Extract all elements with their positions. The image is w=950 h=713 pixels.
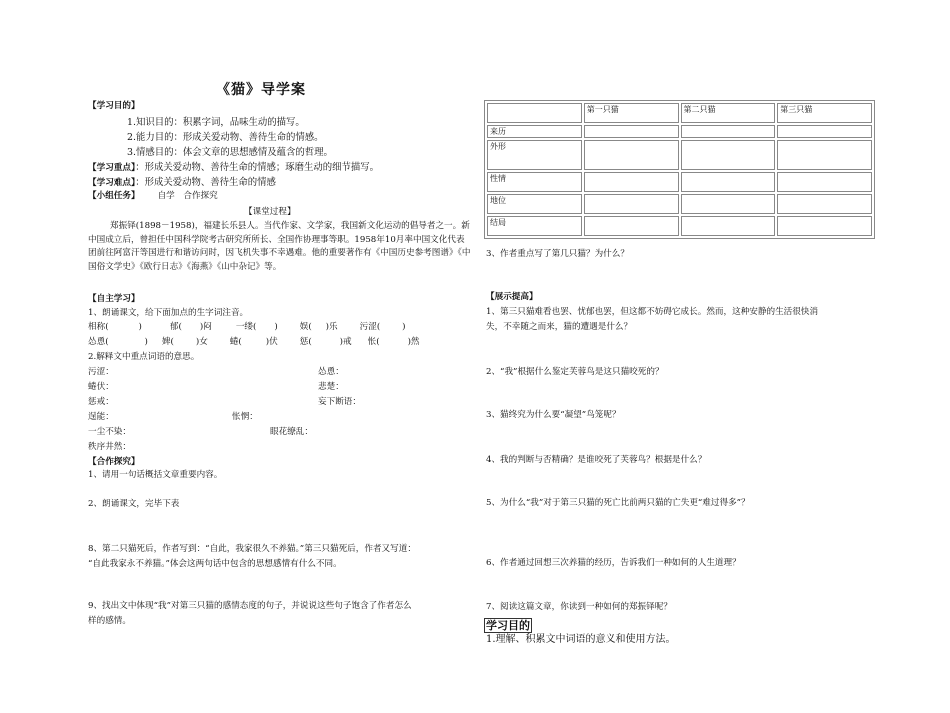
table-header-cell: 第一只猫 — [584, 103, 679, 123]
term: 眼花缭乱： — [270, 427, 313, 437]
table-row-label: 性情 — [487, 172, 582, 192]
table-cell[interactable] — [777, 172, 872, 192]
table-row — [487, 140, 872, 170]
table-cell[interactable] — [777, 140, 872, 170]
coop-q9-line2: 样的感情。 — [88, 616, 131, 626]
group-task — [88, 191, 218, 202]
table-row-label: 外形 — [487, 140, 582, 170]
table-cell[interactable] — [777, 194, 872, 214]
coop-q9-line1: 9、找出文中体现“我”对第三只猫的感情态度的句子，并说说这些句子饱含了作者怎么 — [88, 601, 412, 611]
table-cell[interactable] — [584, 216, 679, 236]
show-q5: 5、为什么“我”对于第三只猫的死亡比前两只猫的亡失更“难过得多”？ — [486, 498, 750, 508]
table-cell[interactable] — [584, 172, 679, 192]
term: 一尘不染： — [88, 427, 131, 437]
show-q6: 6、作者通过回想三次养猫的经历，告诉我们一种如何的人生道理？ — [486, 558, 741, 568]
table-cell[interactable] — [584, 194, 679, 214]
term: 怂恿： — [318, 367, 344, 377]
cat-comparison-table — [484, 100, 875, 239]
table-cell[interactable] — [777, 216, 872, 236]
term: 蜷伏： — [88, 382, 114, 392]
self-study-q2: 2.解释文中重点词语的意思。 — [88, 352, 200, 362]
coop-q8-line2: “自此我家永不养猫。”体会这两句话中包含的思想感情有什么不同。 — [88, 559, 342, 569]
footer-header: 学习目的 — [486, 619, 530, 632]
table-header-cell — [487, 103, 582, 123]
table-header-cell: 第三只猫 — [777, 103, 872, 123]
show-q2: 2、“我”根据什么鉴定芙蓉鸟是这只猫咬死的？ — [486, 367, 664, 377]
table-row-label: 结局 — [487, 216, 582, 236]
table-cell[interactable] — [584, 125, 679, 138]
difficulty — [88, 174, 276, 188]
table-row — [487, 125, 872, 138]
table-row-label: 来历 — [487, 125, 582, 138]
show-header: 【展示提高】 — [486, 292, 538, 302]
goal-item: 2.能力目的：形成关爱动物、善待生命的情感。 — [127, 132, 324, 143]
process-header: 【课堂过程】 — [244, 207, 296, 217]
show-q1-line2: 失，不幸随之而来，猫的遭遇是什么？ — [486, 322, 633, 332]
coop-q2: 2、朗诵课文，完毕下表 — [88, 499, 180, 509]
goals-header: 【学习目的】 — [88, 101, 140, 111]
table-row — [487, 172, 872, 192]
pinyin-row-1: 相称( ) 郁( )闷 一缕( ) 娱( )乐 污涩( ) — [88, 322, 406, 332]
group-task-text: 自学 合作探究 — [157, 191, 218, 201]
difficulty-text: ：形成关爱动物、善待生命的情感 — [135, 177, 276, 188]
term: 妄下断语： — [318, 397, 361, 407]
table-cell[interactable] — [681, 216, 776, 236]
show-q7: 7、阅读这篇文章，你读到一种如何的郑振铎呢？ — [486, 602, 672, 612]
key-point — [88, 159, 379, 173]
footer-text: 1.理解、积累文中词语的意义和使用方法。 — [486, 634, 676, 645]
goal-item: 3.情感目的：体会文章的思想感情及蕴含的哲理。 — [127, 147, 333, 158]
table-header-cell: 第二只猫 — [681, 103, 776, 123]
self-study-q1: 1、朗诵课文，给下面加点的生字词注音。 — [88, 308, 249, 318]
author-intro: 郑振铎(1898－1958)，福建长乐县人。当代作家、文学家，我国新文化运动的倡导者之一。新中国成立后，曾担任中国科学院考古研究所所长、全国作协理事等职。1958年10月率中国文化代表团前往阿富汗等国进行和谐访问时，因飞机失事不幸遇难。他的重要著作有《中国历史参考图谱》《中国俗文学史》《欧行日志》《海燕》《山中杂记》等。 — [88, 221, 471, 272]
term: 污涩： — [88, 367, 114, 377]
table-cell[interactable] — [681, 194, 776, 214]
coop-q8-line1: 8、第二只猫死后，作者写到：“自此，我家很久不养猫。”第三只猫死后，作者又写道： — [88, 544, 416, 554]
goal-item: 1.知识目的：积累字词，品味生动的描写。 — [127, 117, 305, 128]
group-task-header: 【小组任务】 — [88, 191, 140, 201]
show-q4: 4、我的判断与否精确？是谁咬死了芙蓉鸟？根据是什么？ — [486, 455, 707, 465]
table-cell[interactable] — [777, 125, 872, 138]
coop-header: 【合作探究】 — [88, 457, 140, 467]
table-row — [487, 194, 872, 214]
table-cell[interactable] — [681, 125, 776, 138]
table-cell[interactable] — [584, 140, 679, 170]
term: 逞能： — [88, 412, 114, 422]
show-q1-line1: 1、第三只猫难看也罢、忧郁也罢，但这都不妨碍它成长。然而，这种安静的生活很快消 — [486, 307, 819, 317]
table-header-row — [487, 103, 872, 123]
table-cell[interactable] — [681, 172, 776, 192]
term: 惩戒： — [88, 397, 114, 407]
term: 怅惘： — [232, 412, 258, 422]
key-point-header: 【学习重点】 — [88, 163, 136, 173]
term: 悲楚： — [318, 382, 344, 392]
pinyin-row-2: 怂恿( ) 婢( )女 蜷( )伏 惩( )戒 怅( )然 — [88, 337, 420, 347]
table-row — [487, 216, 872, 236]
q3: 3、作者重点写了第几只猫？为什么？ — [486, 249, 629, 259]
term: 秩序井然： — [88, 442, 131, 452]
table-cell[interactable] — [681, 140, 776, 170]
coop-q1: 1、请用一句话概括文章重要内容。 — [88, 470, 223, 480]
self-study-header: 【自主学习】 — [88, 294, 140, 304]
key-point-text: ：形成关爱动物、善待生命的情感；琢磨生动的细节描写。 — [135, 162, 380, 173]
page-title: 《猫》导学案 — [216, 82, 306, 98]
show-q3: 3、猫终究为什么要“凝望”鸟笼呢？ — [486, 410, 621, 420]
table-row-label: 地位 — [487, 194, 582, 214]
difficulty-header: 【学习难点】 — [88, 178, 136, 188]
